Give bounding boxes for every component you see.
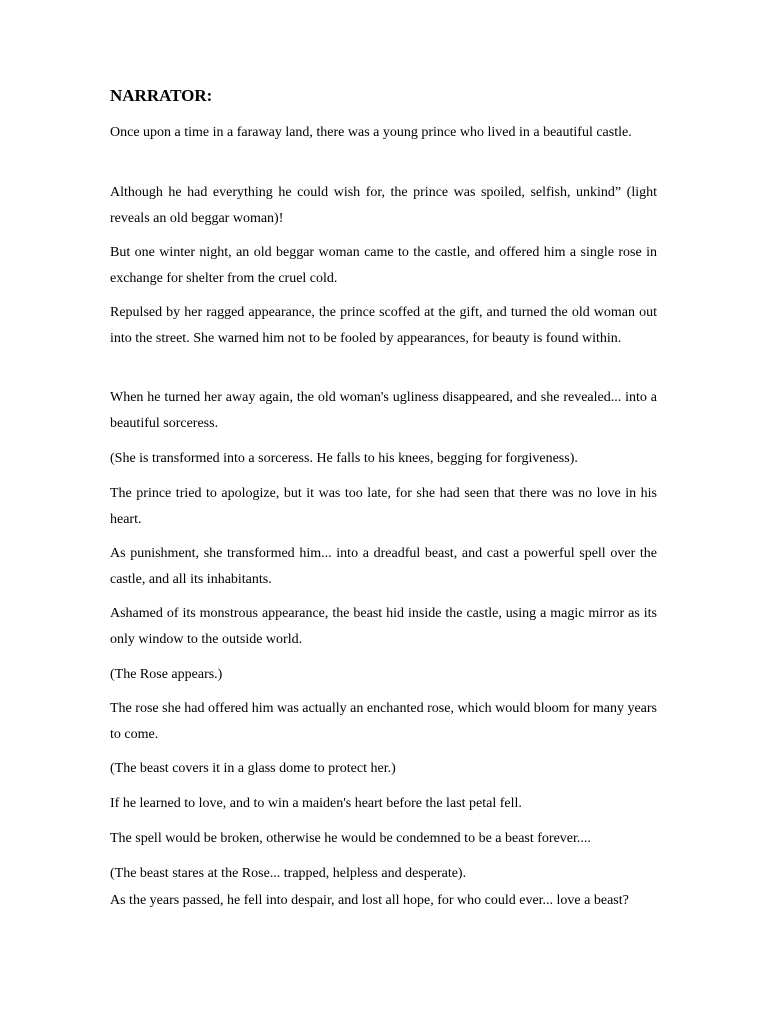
paragraph-12: (The beast covers it in a glass dome to protect her.) xyxy=(110,761,396,776)
paragraph-5: When he turned her away again, the old woman's ugliness disappeared, and she revealed... into a beautiful sorceress. xyxy=(110,390,657,431)
speaker-heading: NARRATOR: xyxy=(110,86,213,105)
paragraph-16: As the years passed, he fell into despair, and lost all hope, for who could ever... love a beast? xyxy=(110,893,629,908)
paragraph-2: Although he had everything he could wish for, the prince was spoiled, selfish, unkind” (light reveals an old beggar woman)! xyxy=(110,185,657,226)
paragraph-3: But one winter night, an old beggar woman came to the castle, and offered him a single rose in exchange for shelter from the cruel cold. xyxy=(110,245,657,286)
paragraph-13: If he learned to love, and to win a maiden's heart before the last petal fell. xyxy=(110,796,522,811)
paragraph-7: The prince tried to apologize, but it was too late, for she had seen that there was no love in his heart. xyxy=(110,486,657,527)
paragraph-1: Once upon a time in a faraway land, there was a young prince who lived in a beautiful castle. xyxy=(110,125,632,140)
paragraph-6: (She is transformed into a sorceress. He falls to his knees, begging for forgiveness). xyxy=(110,451,578,466)
paragraph-8: As punishment, she transformed him... into a dreadful beast, and cast a powerful spell over the castle, and all its inhabitants. xyxy=(110,546,657,587)
paragraph-14: The spell would be broken, otherwise he would be condemned to be a beast forever.... xyxy=(110,831,591,846)
paragraph-10: (The Rose appears.) xyxy=(110,667,223,682)
paragraph-11: The rose she had offered him was actually an enchanted rose, which would bloom for many years to come. xyxy=(110,701,657,742)
paragraph-9: Ashamed of its monstrous appearance, the beast hid inside the castle, using a magic mirror as its only window to the outside world. xyxy=(110,606,657,647)
paragraph-15: (The beast stares at the Rose... trapped, helpless and desperate). xyxy=(110,866,467,881)
paragraph-4: Repulsed by her ragged appearance, the prince scoffed at the gift, and turned the old woman out into the street. She warned him not to be fooled by appearances, for beauty is found within. xyxy=(110,305,657,346)
